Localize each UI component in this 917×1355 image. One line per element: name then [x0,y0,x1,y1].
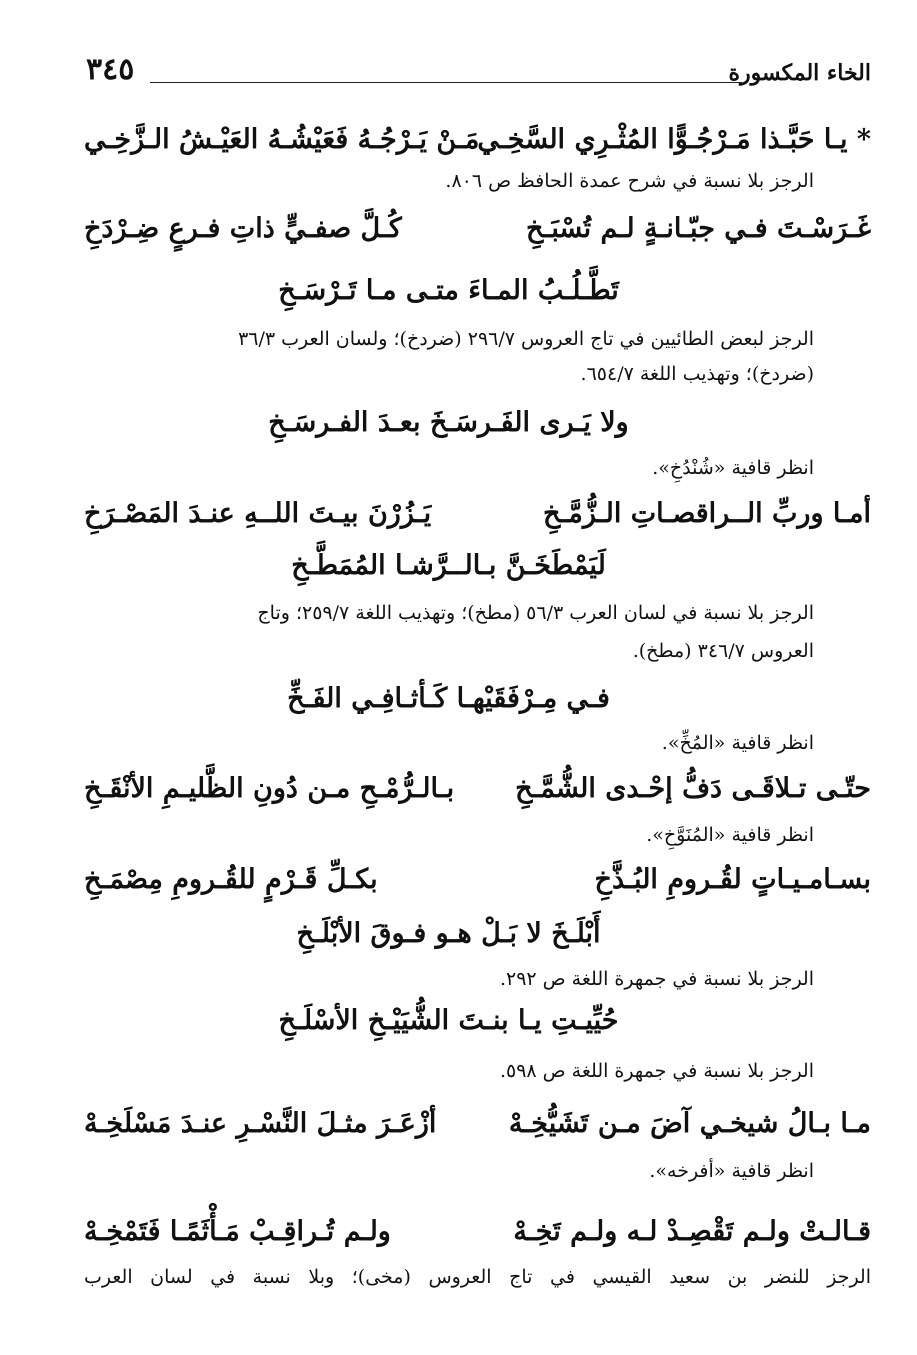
note-4-line-1: الرجز بلا نسبة في لسان العرب ٥٦/٣ (مطخ)؛ وتهذيب اللغة ٢٥٩/٧؛ وتاج [257,602,814,624]
running-header-title: الخاء المكسورة [728,60,871,86]
verse-1-hemistich-left: مَـنْ يَـرْجُـهُ فَعَيْشُـهُ العَيْـشُ الـزَّخِـي [84,124,480,155]
note-2-line-1: الرجز لبعض الطائيين في تاج العروس ٢٩٦/٧ (ضردخ)؛ ولسان العرب ٣٦/٣ [238,328,814,350]
note-3: انظر قافية «شُنْدُخِ». [652,457,814,479]
verse-2-hemistich-left: كُـلَّ صفـيٍّ ذاتِ فـرعٍ ضِـرْدَخِ [84,213,402,244]
note-5: انظر قافية «المُخِّ». [661,732,814,754]
verse-9-hemistich-right: بسـامـيـاتٍ لقُـرومِ البُـذَّخِ [594,864,871,895]
verse-3-text: تَطَّـلُـبُ المـاءَ متـى مـا تَـرْسَـخِ [278,275,619,306]
verse-8-hemistich-right: حتّـى تـلاقَـى دَفُّ إحْـدى الشُّمَّـخِ [515,773,871,804]
note-7: الرجز بلا نسبة في جمهرة اللغة ص ٢٩٢. [499,968,814,990]
header-rule [150,82,742,83]
note-1: الرجز بلا نسبة في شرح عمدة الحافظ ص ٨٠٦. [445,170,814,192]
verse-2-hemistich-right: غَـرَسْـتَ فـي جبّـانـةٍ لـم تُسْبَـخِ [526,213,871,244]
note-8: الرجز بلا نسبة في جمهرة اللغة ص ٥٩٨. [499,1060,814,1082]
verse-13-hemistich-right: قـالـتْ ولـم تَقْصِـدْ لـه ولـم تَخِـهْ [513,1216,871,1247]
note-6: انظر قافية «المُنَوَّخِ». [646,824,814,846]
verse-4-centered [0,407,917,438]
note-10: الرجز للنضر بن سعيد القيسي في تاج العروس (مخى)؛ وبلا نسبة في لسان العرب [84,1266,871,1288]
verse-12-hemistich-right: مـا بـالُ شيخـي آضَ مـن تَشَيُّخِـهْ [508,1108,871,1139]
verse-3-centered [0,275,917,306]
verse-6-centered [0,550,917,581]
verse-1-hemistich-right: * يـا حَبَّـذا مَـرْجُـوًّا المُثْـرِي السَّخِـي [477,124,871,155]
verse-4-text: ولا يَـرى الفَـرسَـخَ بعـدَ الفـرسَـخِ [268,407,629,438]
verse-7-text: فـي مِـرْفَقَيْهـا كَـأثـافِـي الفَـخِّ [287,683,610,714]
note-2-line-2: (ضردخ)؛ وتهذيب اللغة ٦٥٤/٧. [580,363,814,385]
verse-8-hemistich-left: بـالـرُّمْـحِ مـن دُونِ الظَّليـمِ الأنْقَـخِ [84,773,455,804]
verse-6-text: لَيَمْطَخَـنَّ بـالــرَّشـا المُمَطَّـخِ [291,550,606,581]
note-4-line-2: العروس ٣٤٦/٧ (مطخ). [632,640,814,662]
verse-9-hemistich-left: بكـلِّ قَـرْمٍ للقُـرومِ مِصْمَـخِ [84,864,378,895]
verse-11-centered [0,1005,917,1036]
verse-7-centered [0,683,917,714]
verse-13-hemistich-left: ولـم تُـراقِـبْ مَـأْثَمًـا فَتَمْخِـهْ [84,1216,391,1247]
verse-11-text: حُيِّيـتِ يـا بنـتَ الشُّيَيْـخِ الأسْلَـخِ [278,1005,619,1036]
page-number: ٣٤٥ [86,52,135,87]
verse-12-hemistich-left: أزْعَـرَ مثـلَ النَّسْـرِ عنـدَ مَسْلَخِـهْ [84,1108,437,1139]
verse-10-text: أَبْلَـخَ لا بَـلْ هـو فـوقَ الأبْلَـخِ [296,918,601,949]
verse-10-centered [0,918,917,949]
verse-5-hemistich-left: يَـزُرْنَ بيـتَ اللــهِ عنـدَ المَصْـرَخِ [84,498,432,529]
note-9: انظر قافية «أفرخه». [649,1160,814,1182]
verse-5-hemistich-right: أمـا وربِّ الــراقصـاتِ الـزُّمَّـخِ [543,498,871,529]
